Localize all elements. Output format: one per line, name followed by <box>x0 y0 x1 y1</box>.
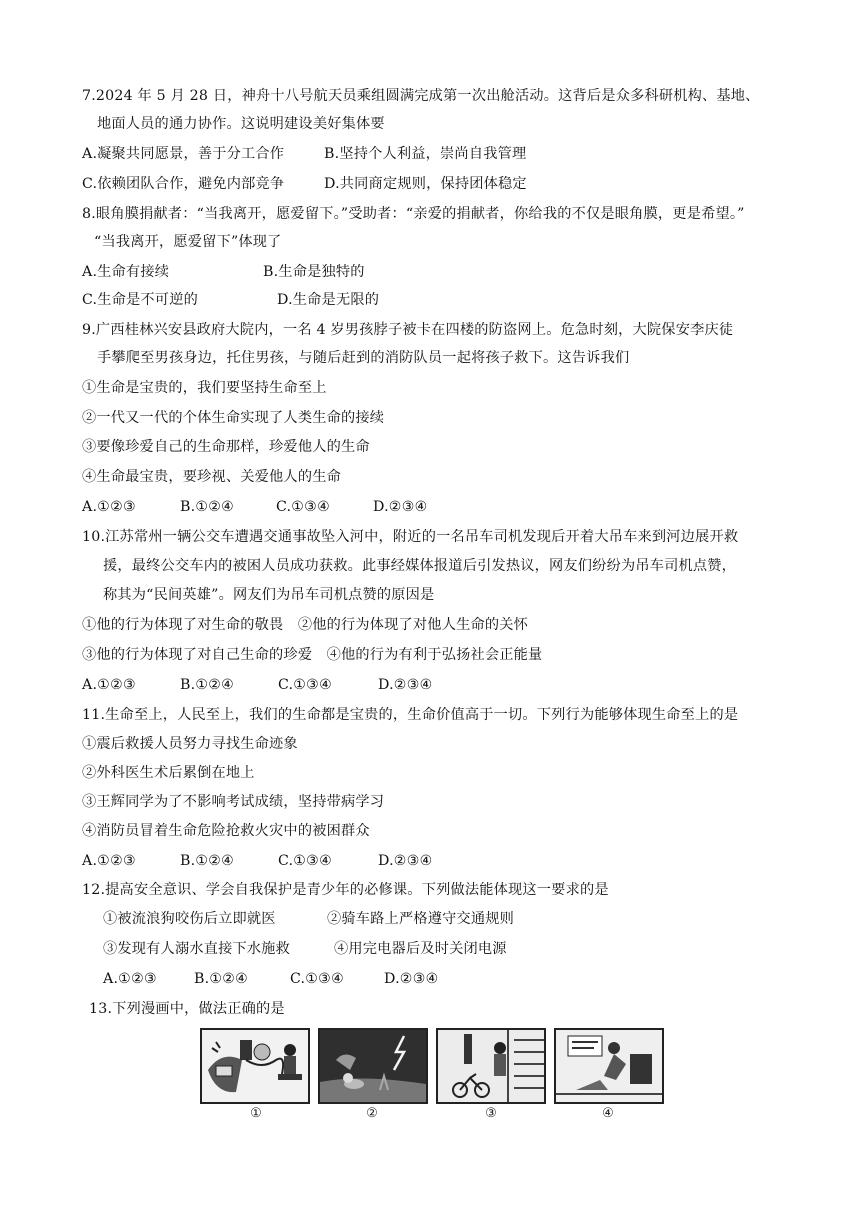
q13-stem-line1: 13.下列漫画中，做法正确的是 <box>89 1001 285 1017</box>
q11-option-b: B.①②④ <box>180 853 235 869</box>
q12-option-b: B.①②④ <box>194 971 249 987</box>
q8-stem-line2: “当我离开，愿爱留下”体现了 <box>94 234 282 250</box>
q12-option-a: A.①②③ <box>103 971 157 987</box>
cartoon-4-illustration <box>556 1030 662 1102</box>
q9-item-1: ①生命是宝贵的，我们要坚持生命至上 <box>82 380 327 396</box>
cartoon-panel-1 <box>200 1028 310 1104</box>
q10-items-line2: ③他的行为体现了对自己生命的珍爱 ④他的行为有利于弘扬社会正能量 <box>82 647 543 663</box>
q13-cartoon-strip <box>200 1028 670 1128</box>
q10-option-b: B.①②④ <box>180 677 235 693</box>
q11-item-2: ②外科医生术后累倒在地上 <box>82 765 255 781</box>
cartoon-2-illustration <box>320 1030 426 1102</box>
cartoon-caption-1: ① <box>250 1106 262 1121</box>
q9-option-b: B.①②④ <box>180 499 235 515</box>
q8-option-c: C.生命是不可逆的 <box>82 292 198 308</box>
q9-stem-line2: 手攀爬至男孩身边，托住男孩，与随后赶到的消防队员一起将孩子救下。这告诉我们 <box>97 350 630 366</box>
q11-item-3: ③王辉同学为了不影响考试成绩，坚持带病学习 <box>82 794 385 810</box>
q10-stem-line3: 称其为“民间英雄”。网友们为吊车司机点赞的原因是 <box>103 587 435 603</box>
cartoon-panel-4 <box>554 1028 664 1104</box>
q11-option-d: D.②③④ <box>378 853 433 869</box>
q9-item-4: ④生命最宝贵，要珍视、关爱他人的生命 <box>82 469 341 485</box>
q10-stem-line1: 10.江苏常州一辆公交车遭遇交通事故坠入河中，附近的一名吊车司机发现后开着大吊车来到河边展开救 <box>82 529 739 545</box>
q10-option-c: C.①③④ <box>278 677 333 693</box>
q12-item-2: ②骑车路上严格遵守交通规则 <box>327 911 515 927</box>
q10-option-d: D.②③④ <box>378 677 433 693</box>
cartoon-3-illustration <box>438 1030 544 1102</box>
q11-item-1: ①震后救援人员努力寻找生命迹象 <box>82 736 298 752</box>
q9-option-c: C.①③④ <box>276 499 331 515</box>
q12-item-3: ③发现有人溺水直接下水施救 <box>103 941 291 957</box>
q8-option-d: D.生命是无限的 <box>277 292 380 308</box>
q12-stem-line1: 12.提高安全意识、学会自我保护是青少年的必修课。下列做法能体现这一要求的是 <box>82 882 609 898</box>
q11-item-4: ④消防员冒着生命危险抢救火灾中的被困群众 <box>82 823 370 839</box>
q12-option-d: D.②③④ <box>384 971 439 987</box>
q7-option-a: A.凝聚共同愿景，善于分工合作 <box>82 146 285 162</box>
q9-item-2: ②一代又一代的个体生命实现了人类生命的接续 <box>82 410 385 426</box>
q12-item-4: ④用完电器后及时关闭电源 <box>334 941 507 957</box>
q12-item-1: ①被流浪狗咬伤后立即就医 <box>103 911 276 927</box>
q7-option-c: C.依赖团队合作，避免内部竞争 <box>82 176 285 192</box>
q10-stem-line2: 援，最终公交车内的被困人员成功获救。此事经媒体报道后引发热议，网友们纷纷为吊车司机点赞， <box>103 558 737 574</box>
q7-option-d: D.共同商定规则，保持团体稳定 <box>324 176 527 192</box>
q10-items-line1: ①他的行为体现了对生命的敬畏 ②他的行为体现了对他人生命的关怀 <box>82 617 529 633</box>
q7-stem-line2: 地面人员的通力协作。这说明建设美好集体要 <box>97 116 385 132</box>
q8-option-b: B.生命是独特的 <box>263 264 365 280</box>
q11-option-a: A.①②③ <box>82 853 136 869</box>
q8-option-a: A.生命有接续 <box>82 264 170 280</box>
q11-stem-line1: 11.生命至上，人民至上，我们的生命都是宝贵的，生命价值高于一切。下列行为能够体现生命至上的是 <box>82 707 739 723</box>
cartoon-caption-4: ④ <box>602 1106 614 1121</box>
cartoon-caption-3: ③ <box>485 1106 497 1121</box>
q7-option-b: B.坚持个人利益，崇尚自我管理 <box>324 146 527 162</box>
cartoon-caption-2: ② <box>366 1106 378 1121</box>
q9-item-3: ③要像珍爱自己的生命那样，珍爱他人的生命 <box>82 439 370 455</box>
q11-option-c: C.①③④ <box>278 853 333 869</box>
q7-stem-line1: 7.2024 年 5 月 28 日，神舟十八号航天员乘组圆满完成第一次出舱活动。这背后是众多科研机构、基地、 <box>82 88 760 104</box>
q12-option-c: C.①③④ <box>290 971 345 987</box>
q9-option-d: D.②③④ <box>373 499 428 515</box>
cartoon-panel-3 <box>436 1028 546 1104</box>
q9-option-a: A.①②③ <box>82 499 136 515</box>
cartoon-1-illustration <box>202 1030 308 1102</box>
cartoon-panel-2 <box>318 1028 428 1104</box>
q9-stem-line1: 9.广西桂林兴安县政府大院内，一名 4 岁男孩脖子被卡在四楼的防盗网上。危急时刻，大院保安李庆徒 <box>82 322 734 338</box>
q10-option-a: A.①②③ <box>82 677 136 693</box>
q8-stem-line1: 8.眼角膜捐献者：“当我离开，愿爱留下。”受助者：“亲爱的捐献者，你给我的不仅是眼角膜，更是希望。” <box>82 206 745 222</box>
